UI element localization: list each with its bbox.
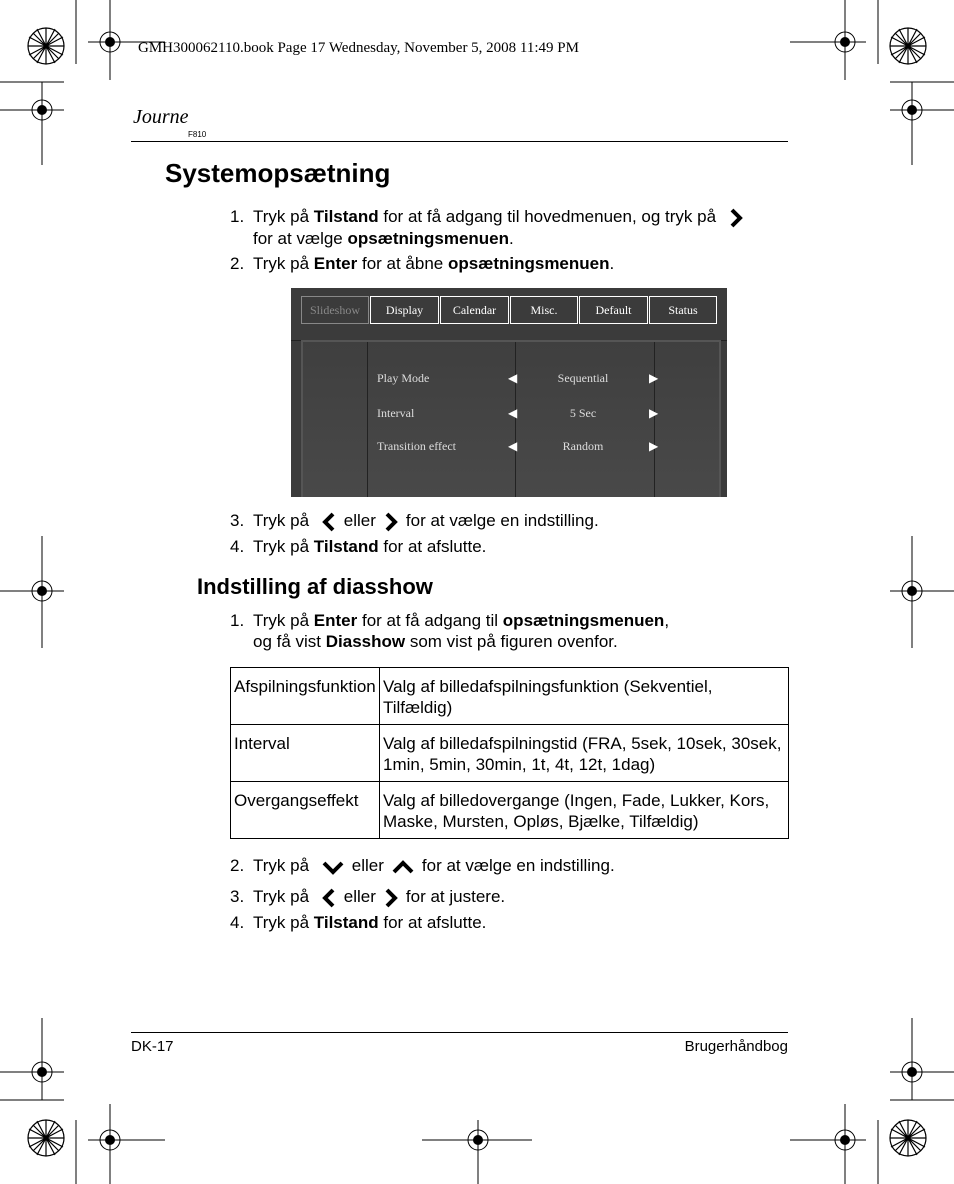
- table-row: [231, 668, 789, 725]
- model-number: F810: [188, 130, 207, 139]
- triangle-right-icon[interactable]: ▶: [649, 371, 659, 385]
- setting-value: 5 Sec: [569, 406, 597, 420]
- chevron-down-icon: [322, 859, 344, 875]
- sub-step-4: 4. Tryk på Tilstand for at afslutte.: [230, 913, 487, 932]
- table-key: Afspilningsfunktion: [231, 668, 380, 725]
- chevron-up-icon: [392, 859, 414, 875]
- setup-menu-screen: [291, 288, 727, 497]
- chevron-right-icon: [384, 888, 398, 908]
- setting-value: Random: [562, 439, 604, 453]
- step-4: 4. Tryk på Tilstand for at afslutte.: [230, 537, 487, 556]
- page-number: DK-17: [131, 1038, 174, 1055]
- sub-step-3: 3. Tryk på eller for at justere.: [230, 887, 506, 906]
- table-value: Valg af billedafspilningstid (FRA, 5sek, 10sek, 30sek, 1min, 5min, 30min, 1t, 4t, 12t, 1dag): [380, 725, 789, 782]
- tab-calendar[interactable]: Calendar: [440, 296, 509, 324]
- footer-title: Brugerhåndbog: [684, 1038, 788, 1055]
- table-value: Valg af billedovergange (Ingen, Fade, Lukker, Kors, Maske, Mursten, Opløs, Bjælke, Tilfældig): [380, 782, 789, 839]
- triangle-left-icon[interactable]: ◀: [508, 406, 518, 420]
- page-title: Systemopsætning: [165, 158, 391, 188]
- triangle-right-icon[interactable]: ▶: [649, 406, 659, 420]
- table-row: [231, 725, 789, 782]
- table-value: Valg af billedafspilningsfunktion (Sekventiel, Tilfældig): [380, 668, 789, 725]
- print-header: GMH300062110.book Page 17 Wednesday, November 5, 2008 11:49 PM: [138, 40, 579, 56]
- step-1: 1. Tryk på Tilstand for at få adgang til hovedmenuen, og tryk på for at vælge opsætningsmenuen.: [230, 206, 751, 249]
- tab-default[interactable]: Default: [579, 296, 648, 324]
- section-title: Indstilling af diasshow: [197, 574, 433, 599]
- footer-rule: [131, 1032, 788, 1033]
- table-key: Interval: [231, 725, 380, 782]
- chevron-right-icon: [729, 208, 743, 228]
- tab-display[interactable]: Display: [370, 296, 439, 324]
- tab-misc[interactable]: Misc.: [510, 296, 578, 324]
- setting-label: Play Mode: [377, 371, 430, 385]
- setting-label: Interval: [377, 406, 415, 420]
- setting-value: Sequential: [557, 371, 609, 385]
- sub-step-1: 1. Tryk på Enter for at få adgang til opsætningsmenuen, og få vist Diasshow som vist på figuren ovenfor.: [230, 611, 670, 651]
- chevron-left-icon: [322, 512, 336, 532]
- triangle-left-icon[interactable]: ◀: [508, 371, 518, 385]
- setting-label: Transition effect: [377, 439, 456, 453]
- table-key: Overgangseffekt: [231, 782, 380, 839]
- tab-status[interactable]: Status: [649, 296, 717, 324]
- chevron-right-icon: [384, 512, 398, 532]
- settings-table: [230, 667, 789, 839]
- triangle-right-icon[interactable]: ▶: [649, 439, 659, 453]
- sub-step-2: 2. Tryk på eller for at vælge en indstilling.: [230, 856, 615, 875]
- table-row: [231, 782, 789, 839]
- step-2: 2. Tryk på Enter for at åbne opsætningsmenuen.: [230, 254, 615, 273]
- header-rule: [131, 141, 788, 142]
- triangle-left-icon[interactable]: ◀: [508, 439, 518, 453]
- brand-logo: Journe: [133, 106, 189, 128]
- tab-slideshow[interactable]: Slideshow: [301, 296, 369, 324]
- chevron-left-icon: [322, 888, 336, 908]
- step-3: 3. Tryk på eller for at vælge en indstilling.: [230, 511, 599, 530]
